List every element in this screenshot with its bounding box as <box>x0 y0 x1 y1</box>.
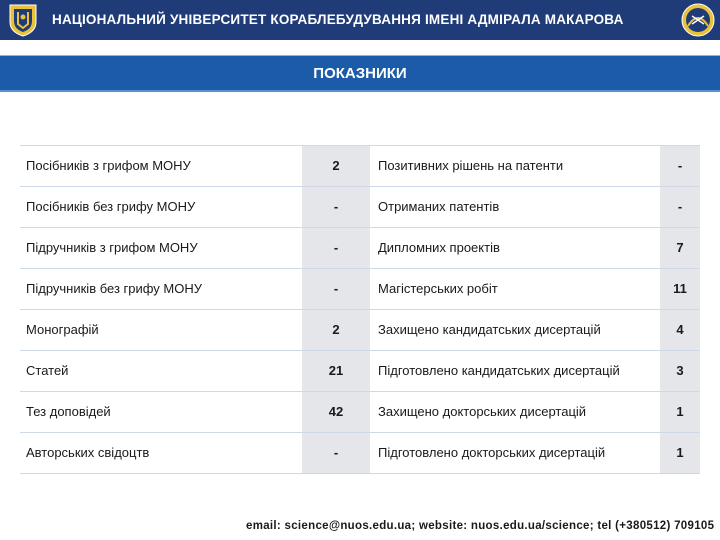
left-value: - <box>302 433 370 473</box>
right-value: 11 <box>660 269 700 309</box>
left-value: 2 <box>302 310 370 350</box>
right-label: Захищено докторських дисертацій <box>378 404 587 419</box>
right-label: Захищено кандидатських дисертацій <box>378 322 601 337</box>
column-gap <box>370 228 378 268</box>
column-gap <box>370 146 378 186</box>
left-value: - <box>302 228 370 268</box>
column-gap <box>370 392 378 432</box>
header-title: НАЦІОНАЛЬНИЙ УНІВЕРСИТЕТ КОРАБЛЕБУДУВАННЯ ІМЕНІ АДМІРАЛА МАКАРОВА <box>52 12 624 27</box>
column-gap <box>370 433 378 473</box>
right-value: 1 <box>660 392 700 432</box>
indicators-table <box>20 145 700 474</box>
right-value: 1 <box>660 433 700 473</box>
right-label: Отриманих патентів <box>378 199 500 214</box>
title-band <box>0 56 720 92</box>
left-value: 21 <box>302 351 370 391</box>
right-value: 3 <box>660 351 700 391</box>
column-gap <box>370 187 378 227</box>
left-value: 2 <box>302 146 370 186</box>
right-label: Підготовлено докторських дисертацій <box>378 445 606 460</box>
column-gap <box>370 351 378 391</box>
left-label: Монографій <box>26 322 99 337</box>
left-value: - <box>302 269 370 309</box>
left-value: 42 <box>302 392 370 432</box>
left-label: Тез доповідей <box>26 404 111 419</box>
page-title: ПОКАЗНИКИ <box>313 65 407 82</box>
table-row <box>20 391 700 432</box>
right-value: - <box>660 187 700 227</box>
right-label: Позитивних рішень на патенти <box>378 158 564 173</box>
header-bar <box>0 0 720 40</box>
left-label: Підручників з грифом МОНУ <box>26 240 198 255</box>
table-row <box>20 350 700 391</box>
left-label: Підручників без грифу МОНУ <box>26 281 203 296</box>
column-gap <box>370 269 378 309</box>
contact-footer: email: science@nuos.edu.ua; website: nuos.edu.ua/science; tel (+380512) 709105 <box>246 520 715 532</box>
right-value: 7 <box>660 228 700 268</box>
table-row <box>20 186 700 227</box>
table-row <box>20 309 700 350</box>
left-label: Статей <box>26 363 69 378</box>
left-value: - <box>302 187 370 227</box>
column-gap <box>370 310 378 350</box>
right-value: - <box>660 146 700 186</box>
right-value: 4 <box>660 310 700 350</box>
table-row <box>20 268 700 309</box>
emblem-icon <box>680 2 716 38</box>
university-crest-icon <box>4 2 42 38</box>
table-row <box>20 432 700 474</box>
table-row <box>20 145 700 186</box>
table-row <box>20 227 700 268</box>
left-label: Посібників з грифом МОНУ <box>26 158 191 173</box>
right-label: Магістерських робіт <box>378 281 498 296</box>
left-label: Посібників без грифу МОНУ <box>26 199 196 214</box>
right-label: Дипломних проектів <box>378 240 500 255</box>
right-label: Підготовлено кандидатських дисертацій <box>378 363 620 378</box>
left-label: Авторських свідоцтв <box>26 445 150 460</box>
